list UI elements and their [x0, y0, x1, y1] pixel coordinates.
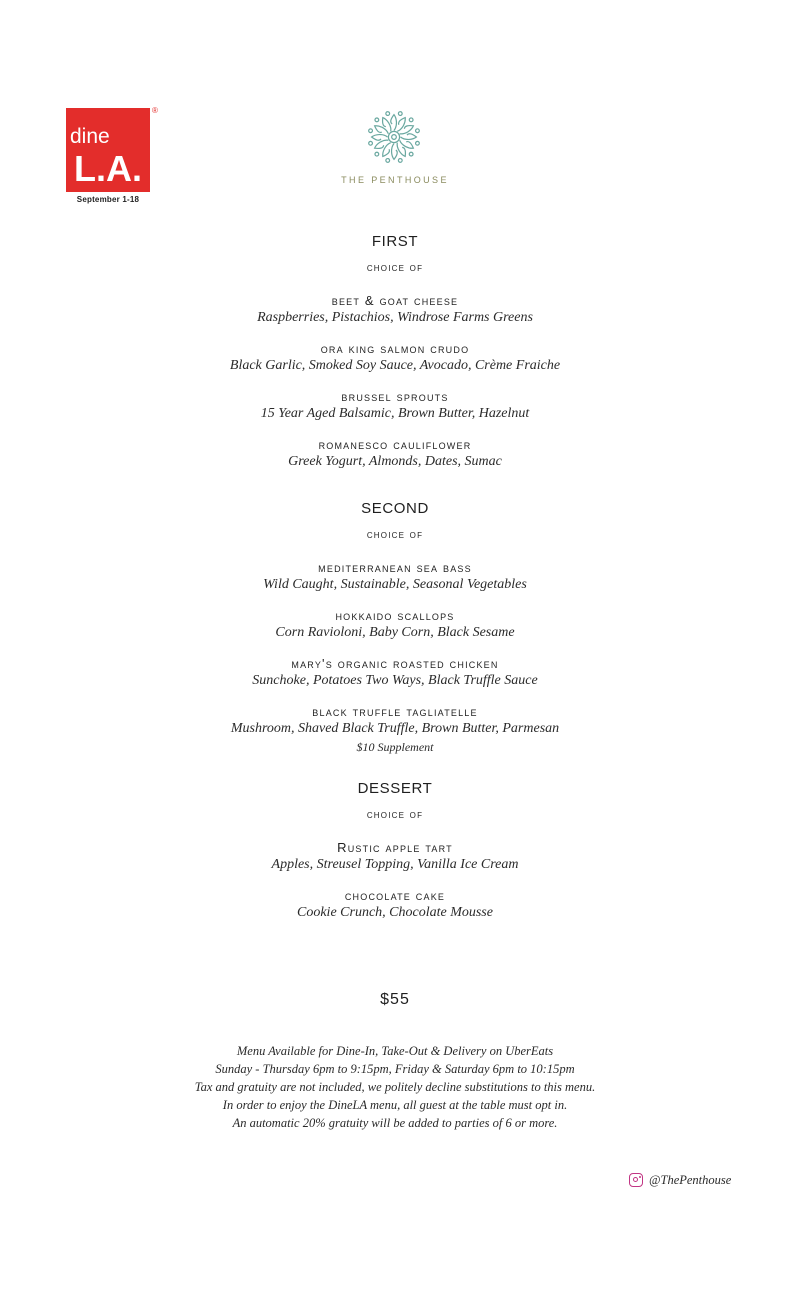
course-choice-label: choice of [366, 807, 424, 821]
penthouse-emblem-icon [366, 109, 422, 165]
menu-item [140, 293, 650, 327]
note-line: An automatic 20% gratuity will be added to parties of 6 or more. [232, 1116, 558, 1130]
item-supplement: $10 Supplement [356, 740, 434, 754]
note-line: Sunday - Thursday 6pm to 9:15pm, Friday & Saturday 6pm to 10:15pm [215, 1062, 575, 1076]
menu-item [140, 656, 650, 690]
item-name: brussel sprouts [341, 389, 449, 404]
instagram-icon [629, 1173, 643, 1187]
course-choice-label: choice of [366, 260, 424, 274]
note-line: In order to enjoy the DineLA menu, all guest at the table must opt in. [222, 1098, 568, 1112]
course-title: FIRST [371, 233, 419, 250]
item-name: mary's organic roasted chicken [291, 656, 499, 671]
instagram-link[interactable] [629, 1173, 749, 1191]
course-title: SECOND [361, 500, 429, 517]
item-name: black truffle tagliatelle [312, 704, 478, 719]
item-name: beet & goat cheese [331, 293, 459, 308]
course-second [140, 499, 650, 756]
item-name: hokkaido scallops [335, 608, 455, 623]
item-description: Cookie Crunch, Chocolate Mousse [297, 905, 493, 920]
menu-price: $55 [380, 991, 410, 1008]
menu-item [140, 560, 650, 594]
dinela-logo-la: L.A. [74, 148, 142, 189]
dinela-logo-box [66, 108, 150, 192]
course-first [140, 232, 650, 471]
menu-notes [140, 1042, 650, 1132]
menu-item [140, 704, 650, 756]
registered-mark: ® [152, 106, 158, 115]
item-description: Sunchoke, Potatoes Two Ways, Black Truffle Sauce [252, 673, 538, 688]
course-title: DESSERT [357, 780, 433, 797]
item-description: Raspberries, Pistachios, Windrose Farms Greens [257, 310, 533, 325]
item-name: Rustic apple tart [337, 840, 453, 855]
item-description: Corn Ravioloni, Baby Corn, Black Sesame [275, 625, 515, 640]
item-description: Apples, Streusel Topping, Vanilla Ice Cream [271, 857, 519, 872]
item-name: ora king salmon crudo [320, 341, 470, 356]
menu-item [140, 341, 650, 375]
item-name: mediterranean sea bass [318, 560, 472, 575]
item-description: Mushroom, Shaved Black Truffle, Brown Butter, Parmesan [230, 721, 560, 736]
dinela-dates: September 1-18 [76, 195, 140, 204]
note-line: Menu Available for Dine-In, Take-Out & Delivery on UberEats [236, 1044, 554, 1058]
course-dessert [140, 779, 650, 922]
menu-item [140, 608, 650, 642]
menu-item [140, 888, 650, 922]
menu-item [140, 389, 650, 423]
menu-item [140, 840, 650, 874]
item-description: Greek Yogurt, Almonds, Dates, Sumac [288, 454, 502, 469]
menu-item [140, 437, 650, 471]
note-line: Tax and gratuity are not included, we politely decline substitutions to this menu. [194, 1080, 596, 1094]
item-description: Black Garlic, Smoked Soy Sauce, Avocado, Crème Fraiche [229, 358, 561, 373]
item-description: Wild Caught, Sustainable, Seasonal Vegetables [263, 577, 527, 592]
item-name: romanesco cauliflower [318, 437, 472, 452]
menu [140, 232, 650, 936]
dinela-logo-dine: dine [70, 125, 110, 148]
instagram-handle: @ThePenthouse [649, 1173, 732, 1187]
item-name: chocolate cake [344, 888, 446, 903]
item-description: 15 Year Aged Balsamic, Brown Butter, Hazelnut [260, 406, 530, 421]
restaurant-name: THE PENTHOUSE [341, 175, 449, 185]
course-choice-label: choice of [366, 527, 424, 541]
